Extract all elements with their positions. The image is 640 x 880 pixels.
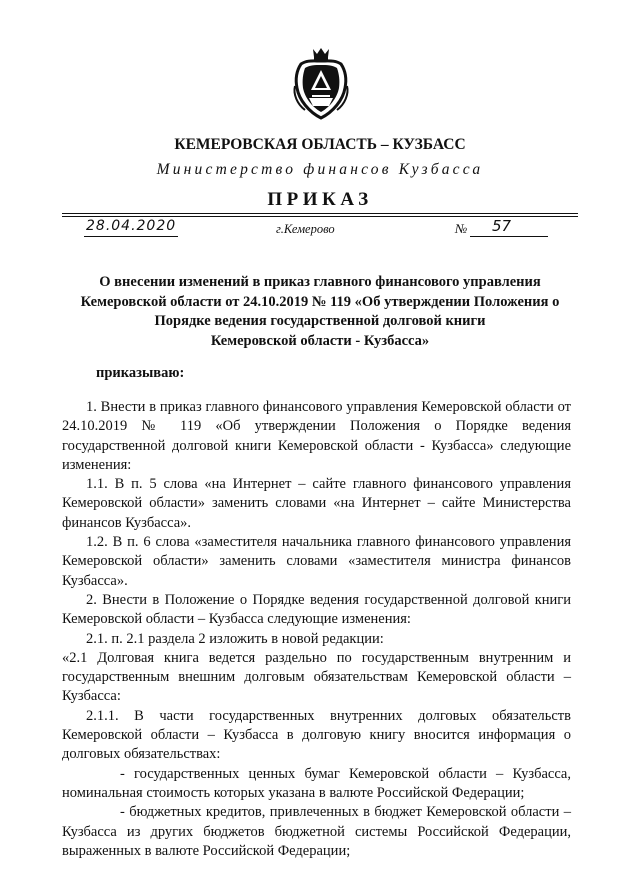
paragraph: 1.2. В п. 6 слова «заместителя начальника главного финансового управления Кемеровской области» заменить словами «заместителя министра финансов Кузбасса». xyxy=(62,534,571,589)
header-rule-top xyxy=(62,213,578,214)
document-type: ПРИКАЗ xyxy=(267,189,373,210)
document-title xyxy=(0,273,640,351)
paragraph: 2. Внести в Положение о Порядке ведения государственной долговой книги Кемеровской области – Кузбасса следующие изменения: xyxy=(62,591,571,628)
document-city: г.Кемерово xyxy=(276,222,335,236)
number-sign: № xyxy=(455,221,468,236)
paragraph: 1. Внести в приказ главного финансового управления Кемеровской области от 24.10.2019 № 119 «Об утверждении Положения о Порядке ведения государственной долговой книги Кемеровской области - Кузбасса» следующие изменения: xyxy=(62,399,571,473)
paragraph: - государственных ценных бумаг Кемеровской области – Кузбасса, номинальная стоимость которых указана в валюте Российской Федерации; xyxy=(62,765,571,801)
paragraph: 1.1. В п. 5 слова «на Интернет – сайте главного финансового управления Кемеровской области» заменить словами «на Интернет – сайте Министерства финансов Кузбасса». xyxy=(62,476,571,531)
title-line: Кемеровской области - Кузбасса» xyxy=(210,332,430,349)
ministry-name: Министерство финансов Кузбасса xyxy=(156,161,484,178)
title-line: Порядке ведения государственной долговой книги xyxy=(154,313,486,329)
region-title: КЕМЕРОВСКАЯ ОБЛАСТЬ – КУЗБАСС xyxy=(174,136,466,153)
title-line: Кемеровской области от 24.10.2019 № 119 «Об утверждении Положения о xyxy=(80,293,560,310)
orders-word: приказываю: xyxy=(96,365,185,381)
coat-of-arms-emblem xyxy=(291,46,351,122)
number-underline xyxy=(470,236,548,237)
title-line: О внесении изменений в приказ главного финансового управления xyxy=(99,274,541,290)
paragraph: 2.1.1. В части государственных внутренних долговых обязательств Кемеровской области – Кузбасса в долговую книгу вносится информация о долговых обязательствах: xyxy=(62,707,571,763)
document-number: 57 xyxy=(492,217,512,235)
body-text xyxy=(62,398,571,861)
date-underline xyxy=(84,236,178,237)
paragraph: «2.1 Долговая книга ведется раздельно по государственным внутренним и государственным внешним долговым обязательствам Кемеровской области – Кузбасса: xyxy=(62,649,571,705)
paragraph: - бюджетных кредитов, привлеченных в бюджет Кемеровской области – Кузбасса из других бюджетов бюджетной системы Российской Федерации, выраженных в валюте Российской Федерации; xyxy=(62,804,571,859)
paragraph: 2.1. п. 2.1 раздела 2 изложить в новой редакции: xyxy=(86,630,384,647)
document-date: 28.04.2020 xyxy=(86,218,177,234)
